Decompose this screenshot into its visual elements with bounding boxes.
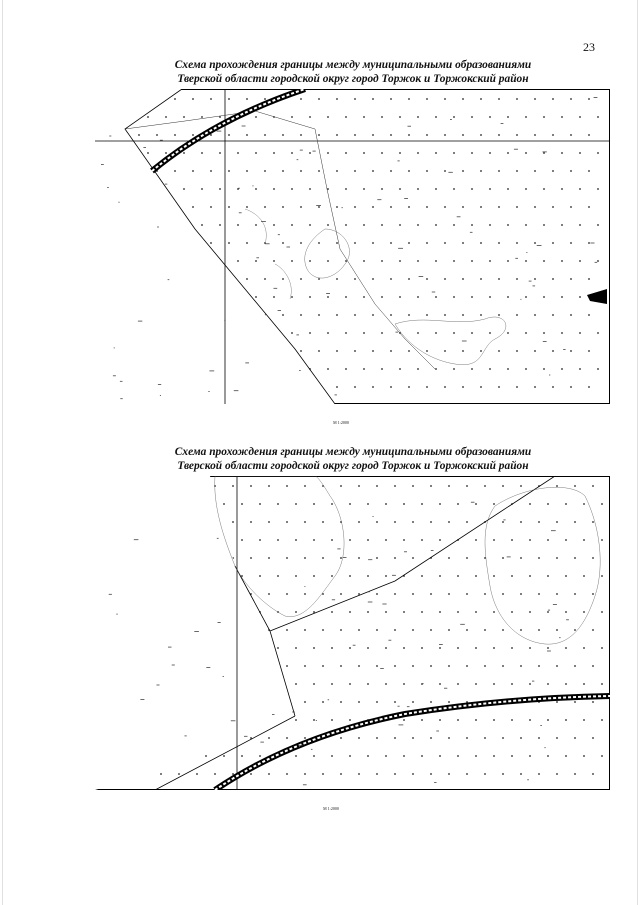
boundary-map-2 xyxy=(95,476,610,790)
map-1-scale: М 1:2000 xyxy=(333,420,349,425)
scan-edge-right xyxy=(637,0,638,905)
map-title-1 xyxy=(95,58,611,86)
map-title-2 xyxy=(95,445,611,473)
map-title-1-line-2: Тверской области городской округ город Торжок и Торжокский район xyxy=(177,73,529,85)
boundary-map-1 xyxy=(95,89,610,404)
map-2-scale: М 1:2000 xyxy=(323,806,339,811)
map-title-1-line-1: Схема прохождения границы между муниципальными образованиями xyxy=(174,59,532,71)
page-number: 23 xyxy=(583,40,595,54)
map-title-2-line-2: Тверской области городской округ город Торжок и Торжокский район xyxy=(177,460,529,472)
scan-edge-left xyxy=(2,0,3,905)
map-title-2-line-1: Схема прохождения границы между муниципальными образованиями xyxy=(174,446,532,458)
